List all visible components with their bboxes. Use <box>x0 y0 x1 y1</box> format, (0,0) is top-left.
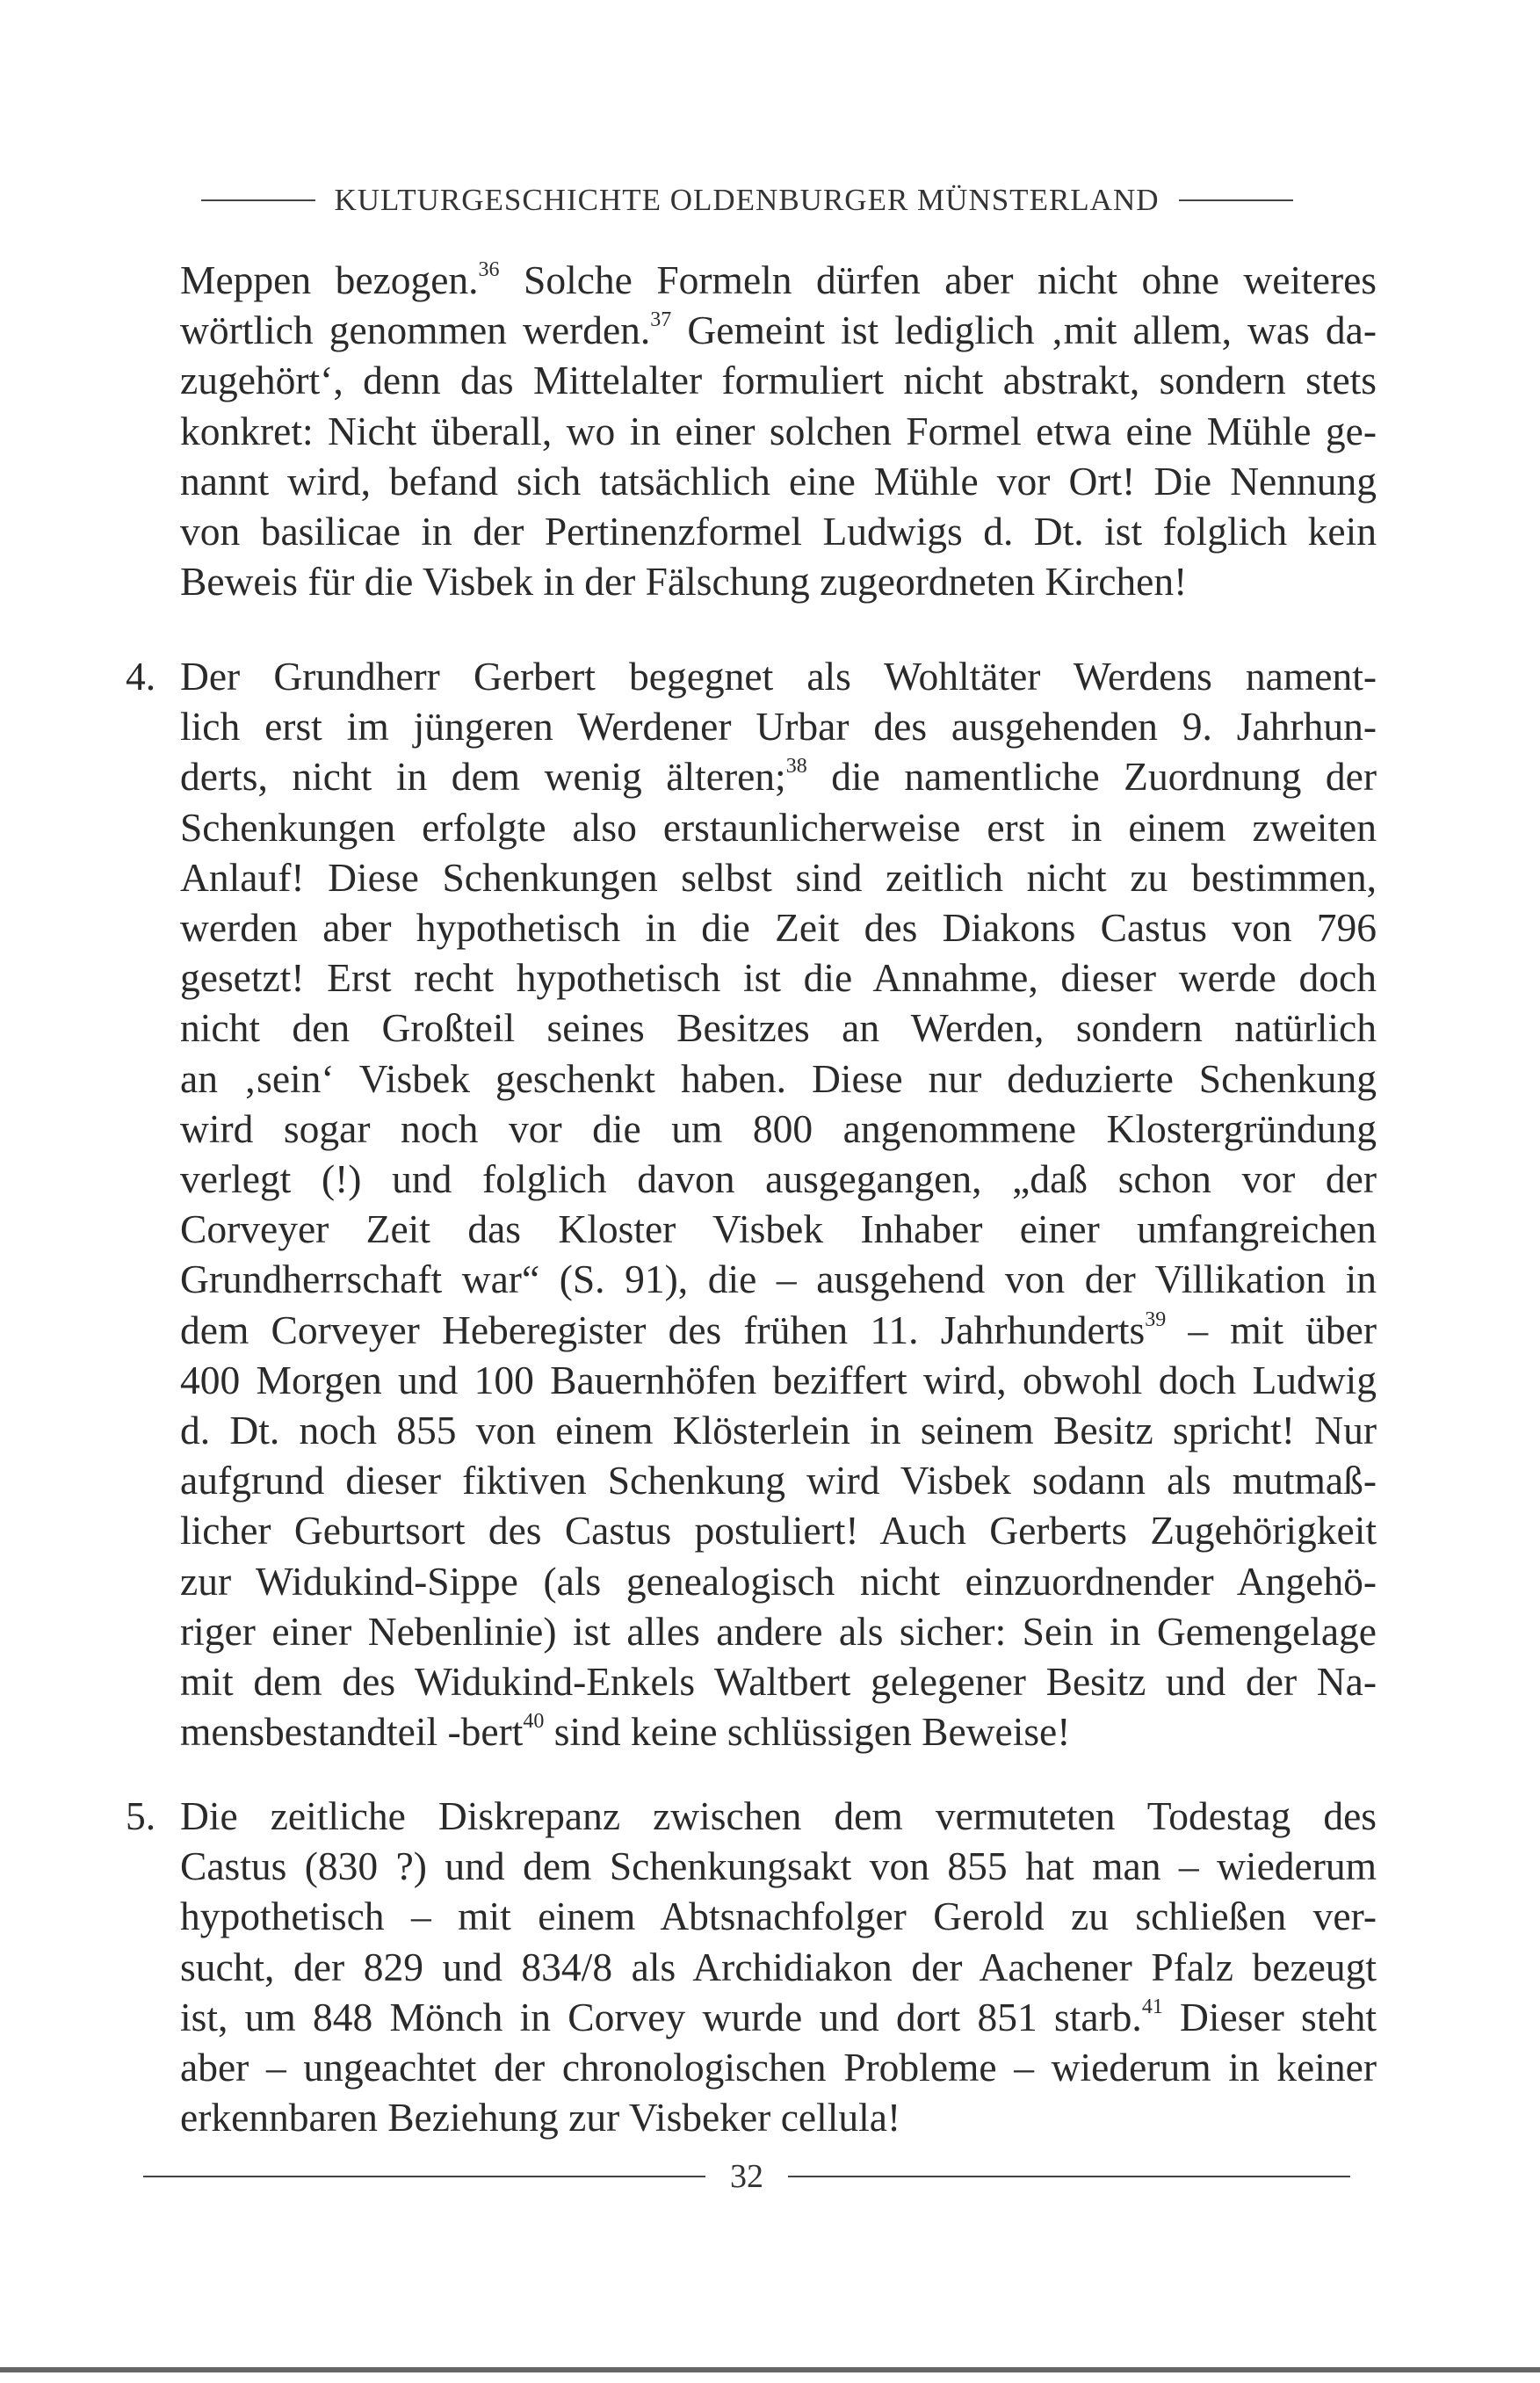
text-line <box>180 701 1377 751</box>
text-run: Schenkungen erfolgte also erstaunlicherweise erst in einem zweiten <box>180 804 1377 850</box>
text-run: aufgrund dieser fiktiven Schenkung wird Visbek sodann als mutmaß- <box>180 1458 1377 1503</box>
text-line <box>180 255 1377 305</box>
text-run: Meppen bezogen. <box>180 257 479 302</box>
text-run: aber – ungeachtet der chronologischen Probleme – wiederum in keiner <box>180 2045 1377 2090</box>
text-run: derts, nicht in dem wenig älteren; <box>180 754 786 800</box>
text-run: riger einer Nebenlinie) ist alles andere als sicher: Sein in Gemengelage <box>180 1608 1377 1654</box>
text-line <box>180 456 1377 506</box>
text-run: wörtlich genommen werden. <box>180 308 651 353</box>
text-line <box>180 1942 1377 1992</box>
text-run: Castus (830 ?) und dem Schenkungsakt von 855 hat man – wiederum <box>180 1843 1377 1889</box>
text-line <box>180 355 1377 405</box>
text-run: – mit über <box>1166 1307 1377 1352</box>
text-run: Der Grundherr Gerbert begegnet als Wohltäter Werdens nament- <box>180 654 1377 699</box>
item-text <box>180 1791 1377 2142</box>
text-line <box>180 651 1377 701</box>
text-run: mit dem des Widukind-Enkels Waltbert gelegener Besitz und der Na- <box>180 1659 1377 1705</box>
text-run: zugehört‘, denn das Mittelalter formuliert nicht abstrakt, sondern stets <box>180 358 1377 403</box>
text-line <box>180 952 1377 1003</box>
text-line <box>180 2042 1377 2092</box>
text-line <box>180 406 1377 456</box>
footnote-marker: 40 <box>523 1710 545 1734</box>
text-run: Corveyer Zeit das Kloster Visbek Inhaber einer umfangreichen <box>180 1206 1377 1252</box>
text-run: hypothetisch – mit einem Abtsnachfolger Gerold zu schließen ver- <box>180 1894 1377 1939</box>
footnote-marker: 39 <box>1145 1307 1167 1331</box>
text-run: verlegt (!) und folglich davon ausgegangen, „daß schon vor der <box>180 1156 1377 1202</box>
intro-paragraph <box>180 255 1377 606</box>
text-line <box>180 1355 1377 1405</box>
text-line <box>180 1254 1377 1304</box>
text-line <box>180 305 1377 355</box>
text-line <box>180 1204 1377 1254</box>
text-run: Beweis für die Visbek in der Fälschung zugeordneten Kirchen! <box>180 559 1188 605</box>
text-run: 400 Morgen und 100 Bauernhöfen beziffert wird, obwohl doch Ludwig <box>180 1357 1377 1402</box>
text-line <box>180 1405 1377 1455</box>
text-run: Solche Formeln dürfen aber nicht ohne weiteres <box>499 257 1377 302</box>
text-run: d. Dt. noch 855 von einem Klösterlein in seinem Besitz spricht! Nur <box>180 1408 1377 1453</box>
text-line <box>180 902 1377 952</box>
footer-rule-right <box>788 2176 1350 2177</box>
text-run: lich erst im jüngeren Werdener Urbar des ausgehenden 9. Jahrhun- <box>180 704 1377 750</box>
text-run: sind keine schlüssigen Beweise! <box>544 1709 1071 1755</box>
text-run: Die zeitliche Diskrepanz zwischen dem vermuteten Todestag des <box>180 1793 1377 1838</box>
text-line <box>180 1791 1377 1841</box>
text-line <box>180 1455 1377 1505</box>
text-run: licher Geburtsort des Castus postuliert! Auch Gerberts Zugehörigkeit <box>180 1508 1377 1554</box>
text-run: sucht, der 829 und 834/8 als Archidiakon der Aachener Pfalz bezeugt <box>180 1944 1377 1989</box>
page-footer <box>132 2157 1362 2196</box>
page-number: 32 <box>730 2158 763 2195</box>
text-line <box>180 506 1377 556</box>
text-line <box>180 1656 1377 1706</box>
text-run: Gemeint ist lediglich ‚mit allem, was da- <box>671 308 1377 353</box>
text-line <box>180 2092 1377 2142</box>
text-line <box>180 802 1377 852</box>
text-run: wird sogar noch vor die um 800 angenommene Klostergründung <box>180 1105 1377 1151</box>
text-run: gesetzt! Erst recht hypothetisch ist die Annahme, dieser werde doch <box>180 955 1377 1001</box>
footnote-marker: 37 <box>650 308 672 332</box>
footer-rule-left <box>143 2176 705 2177</box>
header-rule-right <box>1179 199 1293 201</box>
text-line <box>180 1104 1377 1154</box>
running-header <box>132 183 1362 218</box>
item-text <box>180 651 1377 1756</box>
text-line <box>180 1706 1377 1756</box>
text-line <box>180 852 1377 902</box>
item-number: 5. <box>126 1793 156 1838</box>
scan-edge-line <box>0 2367 1540 2372</box>
text-line <box>180 1003 1377 1053</box>
text-line <box>180 556 1377 606</box>
text-run: mensbestandteil -bert <box>180 1709 524 1755</box>
text-line <box>180 1154 1377 1204</box>
text-line <box>180 1556 1377 1606</box>
text-line <box>180 1841 1377 1891</box>
numbered-item-5 <box>126 1791 1377 2142</box>
text-run: von basilicae in der Pertinenzformel Ludwigs d. Dt. ist folglich kein <box>180 509 1377 554</box>
text-run: werden aber hypothetisch in die Zeit des Diakons Castus von 796 <box>180 905 1377 951</box>
text-line <box>180 751 1377 801</box>
text-run: Grundherrschaft war“ (S. 91), die – ausgehend von der Villikation in <box>180 1257 1377 1302</box>
footnote-marker: 41 <box>1141 1995 1163 2018</box>
text-run: Dieser steht <box>1162 1994 1377 2039</box>
numbered-item-4 <box>126 651 1377 1756</box>
text-run: an ‚sein‘ Visbek geschenkt haben. Diese nur deduzierte Schenkung <box>180 1055 1377 1101</box>
text-line <box>180 1054 1377 1104</box>
text-run: konkret: Nicht überall, wo in einer solchen Formel etwa eine Mühle ge- <box>180 408 1377 453</box>
text-line <box>180 1505 1377 1555</box>
text-run: dem Corveyer Heberegister des frühen 11. Jahrhunderts <box>180 1307 1146 1352</box>
text-run: erkennbaren Beziehung zur Visbeker cellula! <box>180 2095 901 2140</box>
text-line <box>180 1891 1377 1941</box>
text-line <box>180 1992 1377 2042</box>
text-run: nicht den Großteil seines Besitzes an Werden, sondern natürlich <box>180 1005 1377 1051</box>
text-run: Anlauf! Diese Schenkungen selbst sind zeitlich nicht zu bestimmen, <box>180 854 1377 900</box>
text-run: nannt wird, befand sich tatsächlich eine Mühle vor Ort! Die Nennung <box>180 458 1377 503</box>
footnote-marker: 38 <box>785 755 807 779</box>
item-number: 4. <box>126 654 156 699</box>
text-run: die namentliche Zuordnung der <box>806 754 1377 800</box>
text-line <box>180 1606 1377 1656</box>
text-line <box>180 1305 1377 1355</box>
header-rule-left <box>201 199 315 201</box>
text-run: ist, um 848 Mönch in Corvey wurde und dort 851 starb. <box>180 1994 1142 2039</box>
text-run: zur Widukind-Sippe (als genealogisch nicht einzuordnender Angehö- <box>180 1558 1377 1604</box>
running-title: KULTURGESCHICHTE OLDENBURGER MÜNSTERLAND <box>334 183 1160 217</box>
footnote-marker: 36 <box>478 258 500 281</box>
